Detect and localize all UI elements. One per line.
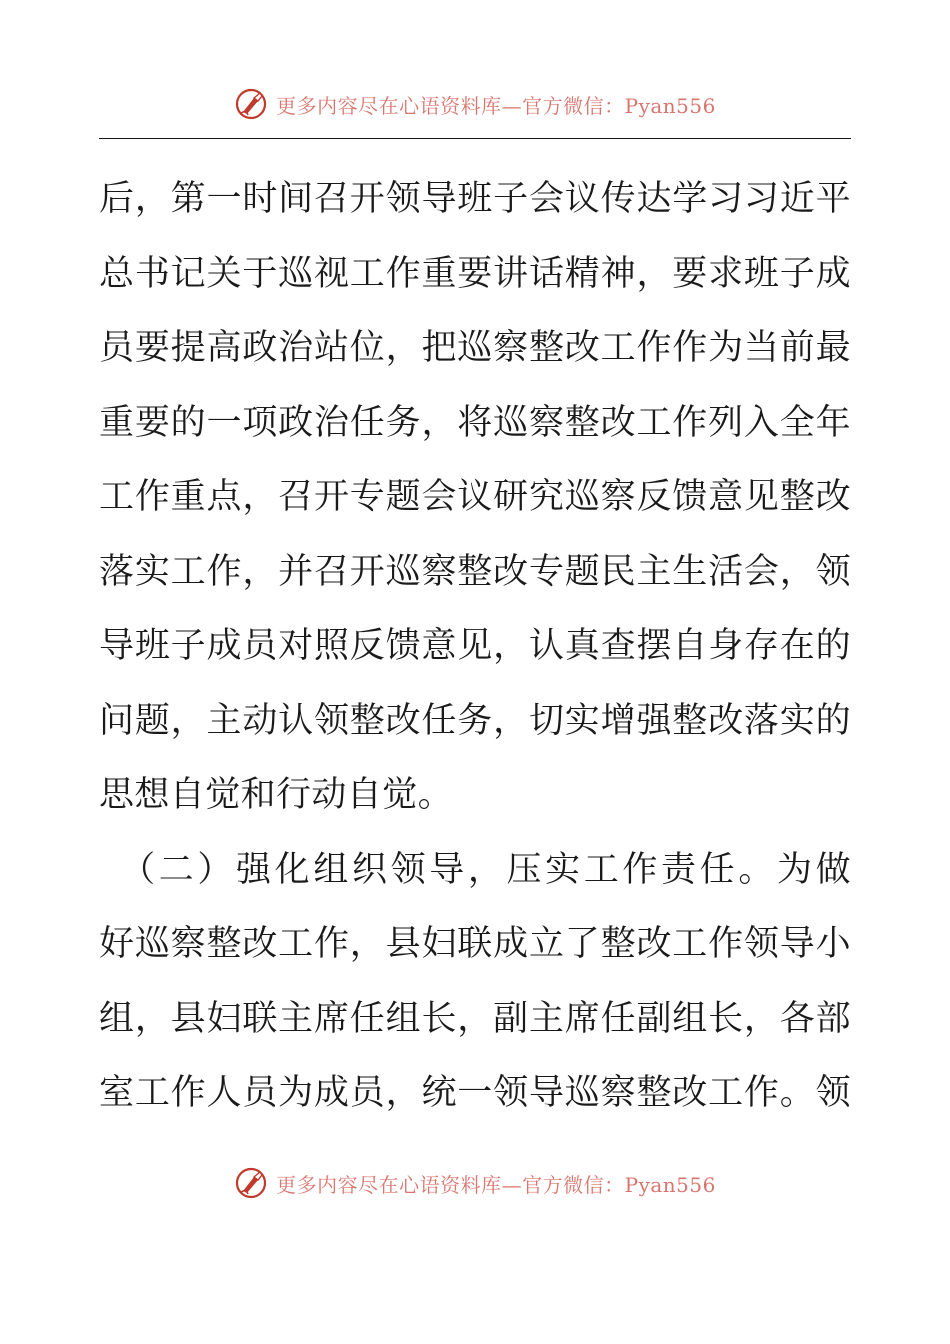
text-line: 落实工作，并召开巡察整改专题民主生活会，领: [99, 551, 851, 592]
document-body: [99, 162, 851, 1131]
text-line: 工作重点，召开专题会议研究巡察反馈意见整改: [99, 477, 851, 517]
footer-banner-text: 更多内容尽在心语资料库—官方微信：Pyan556: [276, 1172, 716, 1197]
text-line: 思想自觉和行动自觉。: [99, 775, 454, 815]
text-line: 导班子成员对照反馈意见，认真查摆自身存在的: [99, 626, 851, 666]
text-line: 后，第一时间召开领导班子会议传达学习习近平: [99, 179, 851, 219]
pen-nib-circle-logo-icon: [234, 87, 268, 121]
text-line: 问题，主动认领整改任务，切实增强整改落实的: [99, 700, 851, 741]
text-line: 组，县妇联主席任组长，副主席任副组长，各部: [99, 998, 851, 1039]
text-line: 总书记关于巡视工作重要讲话精神，要求班子成: [99, 253, 851, 294]
section-heading-line: （二）强化组织领导，压实工作责任。为做: [99, 849, 851, 890]
text-line: 好巡察整改工作，县妇联成立了整改工作领导小: [99, 924, 851, 964]
text-line: 员要提高政治站位，把巡察整改工作作为当前最: [99, 328, 851, 368]
page-header-banner: [0, 84, 950, 124]
header-banner-text: 更多内容尽在心语资料库—官方微信：Pyan556: [276, 93, 716, 118]
header-divider: [99, 138, 851, 139]
pen-nib-circle-logo-icon: [234, 1166, 268, 1200]
text-line: 重要的一项政治任务，将巡察整改工作列入全年: [99, 402, 851, 443]
page-footer-banner: [0, 1163, 950, 1203]
text-line: 室工作人员为成员，统一领导巡察整改工作。领: [99, 1073, 851, 1113]
